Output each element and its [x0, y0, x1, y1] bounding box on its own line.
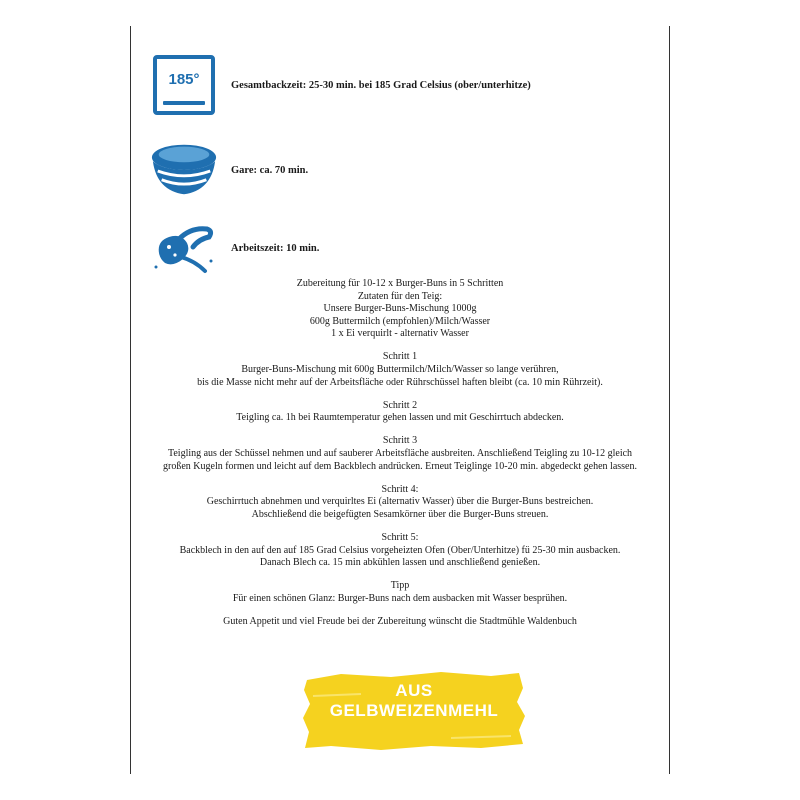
recipe-intro: Zubereitung für 10-12 x Burger-Buns in 5 Schritten [296, 278, 504, 289]
step-line: Teigling aus der Schüssel nehmen und auf sauberer Arbeitsfläche ausbreiten. Anschließend Teigling zu 10-12 gleich [167, 448, 633, 460]
proof-time-row [149, 138, 308, 202]
step-line: Backblech in den auf den auf 185 Grad Celsius vorgeheizten Ofen (Ober/Unterhitze) fü 25-30 min ausbacken. [179, 544, 621, 556]
step-4 [131, 484, 669, 522]
step-5 [131, 532, 669, 570]
step-line: bis die Masse nicht mehr auf der Arbeitsfläche oder Rührschüssel haften bleibt (ca. 10 min Rührzeit). [197, 376, 603, 388]
kneading-hands-icon [149, 216, 219, 280]
step-line: Geschirrtuch abnehmen und verquirltes Ei (alternativ Wasser) über die Burger-Buns bestreichen. [206, 496, 594, 508]
closing-text: Guten Appetit und viel Freude bei der Zubereitung wünscht die Stadtmühle Waldenbuch [223, 615, 577, 627]
step-line: Teigling ca. 1h bei Raumtemperatur gehen lassen und mit Geschirrtuch abdecken. [236, 412, 564, 424]
step-2 [131, 400, 669, 425]
flour-banner [301, 668, 527, 754]
step-line: großen Kugeln formen und leicht auf dem Backblech andrücken. Erneut Teiglinge 10-20 min. abgedeckt gehen lassen. [163, 460, 637, 472]
ingredients-heading: Zutaten für den Teig: [357, 290, 443, 302]
bake-time-label: Gesamtbackzeit: 25-30 min. bei 185 Grad Celsius (ober/unterhitze) [231, 79, 531, 91]
step-heading: Schritt 5: [381, 532, 419, 543]
ingredient-line: Unsere Burger-Buns-Mischung 1000g [323, 303, 477, 315]
bowl-icon [149, 138, 219, 202]
step-heading: Schritt 3 [382, 435, 418, 447]
proof-time-label: Gare: ca. 70 min. [231, 164, 309, 176]
step-heading: Schritt 1 [382, 351, 418, 363]
recipe-content [131, 278, 669, 629]
ingredient-line: 600g Buttermilch (empfohlen)/Milch/Wasser [309, 315, 491, 327]
ingredient-line: 1 x Ei verquirlt - alternativ Wasser [331, 328, 469, 340]
ingredients-block [131, 291, 669, 341]
step-line: Danach Blech ca. 15 min abkühlen lassen und anschließend genießen. [259, 557, 541, 569]
oven-icon [149, 53, 219, 117]
work-time-row [149, 216, 319, 280]
step-3 [131, 435, 669, 473]
banner-line-1: AUS [395, 681, 433, 700]
bake-time-row [149, 53, 531, 117]
tip-heading: Tipp [390, 580, 410, 592]
step-line: Burger-Buns-Mischung mit 600g Buttermilch/Milch/Wasser so lange verühren, [241, 364, 559, 376]
work-time-label: Arbeitszeit: 10 min. [231, 242, 320, 254]
banner-line-2: GELBWEIZENMEHL [329, 701, 499, 720]
tip-text: Für einen schönen Glanz: Burger-Buns nach dem ausbacken mit Wasser besprühen. [232, 592, 568, 604]
tip-block [131, 580, 669, 605]
step-1 [131, 351, 669, 389]
step-heading: Schritt 4: [381, 483, 419, 495]
recipe-page [130, 26, 670, 774]
step-line: Abschließend die beigefügten Sesamkörner über die Burger-Buns streuen. [251, 508, 549, 520]
step-heading: Schritt 2 [382, 399, 418, 411]
oven-temperature: 185° [168, 71, 200, 88]
